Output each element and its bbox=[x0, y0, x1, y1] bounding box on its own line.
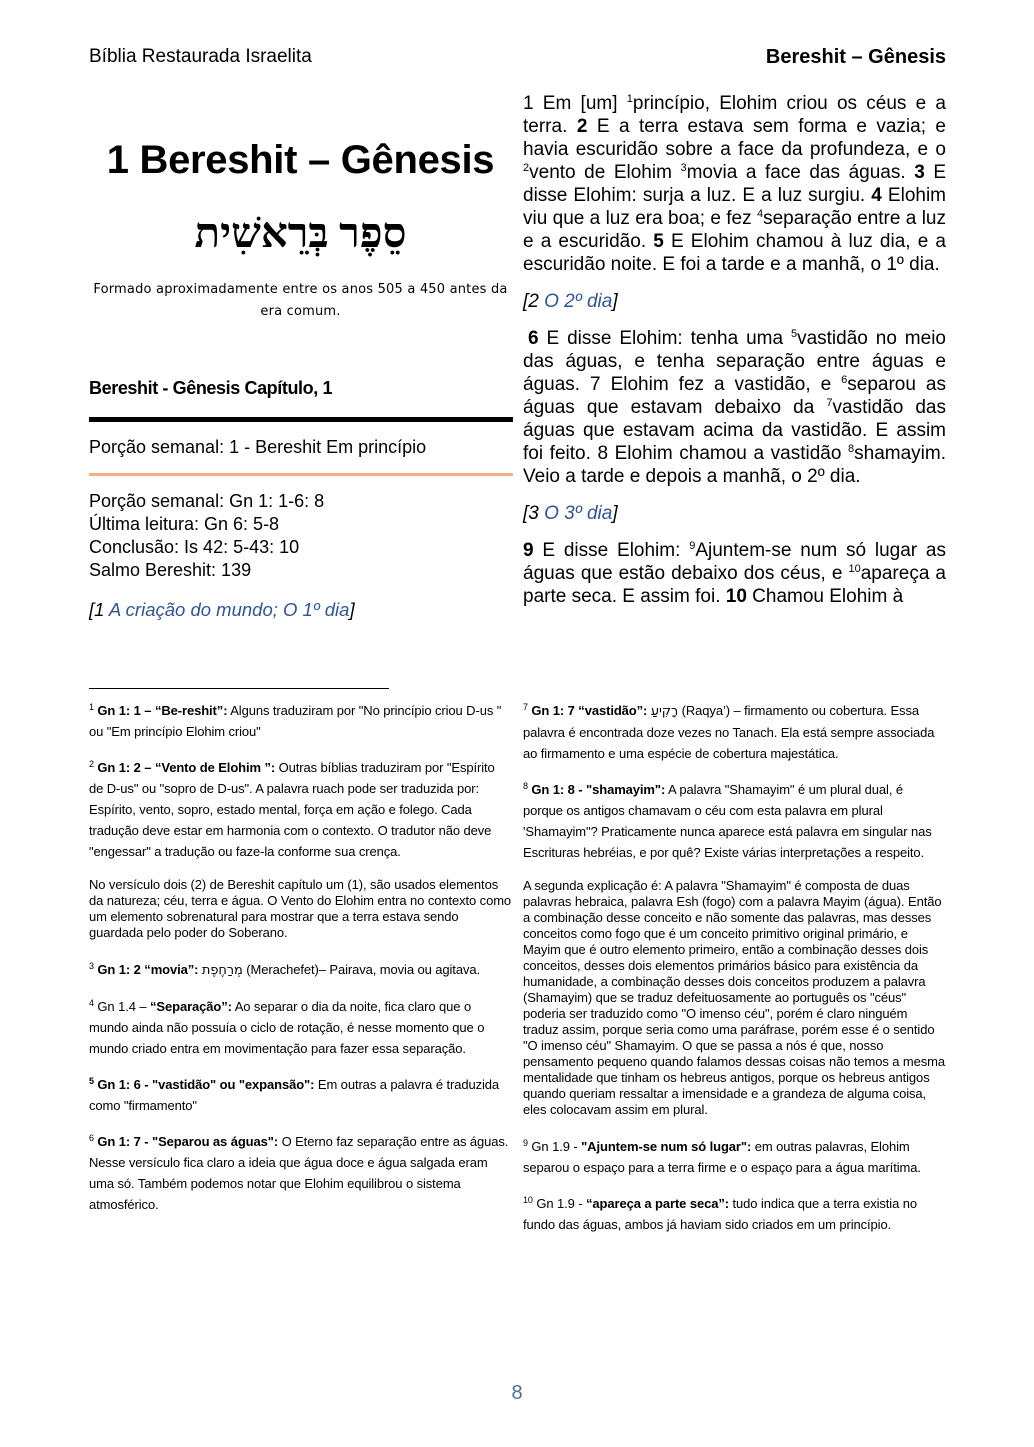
footnote-2-continuation: No versículo dois (2) de Bereshit capítulo um (1), são usados elementos da natureza; céu, terra e água. O Vento do Elohim entra no contexto como um elemento sobrenatural para mostrar que a terra estava sendo guardada pelo poder do Soberano. bbox=[89, 877, 512, 940]
verse-text: movia a face das águas. bbox=[686, 162, 915, 183]
footnote-6 bbox=[89, 1131, 512, 1215]
footnote-4 bbox=[89, 996, 512, 1059]
footnote-ref: 4 bbox=[756, 208, 764, 220]
readings-list bbox=[89, 490, 324, 582]
verse-paragraph-2 bbox=[523, 327, 946, 488]
section-open: [2 bbox=[523, 291, 545, 312]
footnote-text: tudo indica que a terra existia no fundo das águas, ambos já haviam sido criados em um princípio. bbox=[523, 1196, 917, 1232]
portion-divider bbox=[89, 473, 513, 476]
footnote-1 bbox=[89, 700, 512, 742]
footnote-label: Gn 1: 2 “movia”: bbox=[97, 962, 199, 977]
footnote-ref: 3 bbox=[680, 162, 687, 174]
footnote-text: (Merachefet)– Pairava, movia ou agitava. bbox=[242, 962, 480, 977]
page-number: 8 bbox=[511, 1382, 523, 1404]
footnote-5 bbox=[89, 1074, 512, 1116]
chapter-divider bbox=[89, 417, 513, 422]
footnote-ref: 7 bbox=[826, 397, 833, 409]
verse-text: Elohim viu que a luz era boa; e fez bbox=[523, 185, 946, 229]
footnote-text: O Eterno faz separação entre as águas. Nesse versículo fica claro a ideia que água doce e água salgada eram uma só. Também podemos notar que Elohim equilibrou o sistema atmosférico. bbox=[89, 1134, 509, 1212]
footnote-ref: 9 bbox=[689, 540, 696, 552]
verse-text: E Elohim chamou à luz dia, e a escuridão noite. E foi a tarde e a manhã, o 1º dia. bbox=[523, 231, 946, 275]
footnote-8-continuation: A segunda explicação é: A palavra "Shamayim" é composta de duas palavras hebraica, palavra Esh (fogo) com a palavra Mayim (água). Então a combinação desse conceito e não somente das palavras, mas desses conceitos como fogo que é um conceito primitivo original primário, e Mayim que é outro elemento primeiro, então a combinação desses dois conceitos, desses dois elementos primários básico para existência da humanidade, a combinação desses dois conceitos produzem a palavra (Shamayim) que se traduz defeituosamente ao português os "céus" poderia ser traduzido como "O imenso céu", porém é claro ninguém traduz assim, porque seria como uma paráfrase, porém esse é o sentido "O imenso céu" Shamayim. O que se passa a nós é que, nosso pensamento pequeno quando falamos dessas coisas não temos a mesma mentalidade que tinham os hebreus antigos, porque os hebreus antigos quando queriam ressaltar a imensidade e a grandeza de alguma coisa, eles colocavam assim em plural. bbox=[523, 878, 946, 1117]
verse-text: separou as águas que estavam debaixo da bbox=[523, 374, 946, 418]
verse-number: 4 bbox=[871, 185, 882, 206]
reading-last: Última leitura: Gn 6: 5-8 bbox=[89, 514, 280, 534]
verse-text: E a terra estava sem forma e vazia; e havia escuridão sobre a face da profundeza, e o bbox=[523, 116, 947, 160]
footnote-text: Ao separar o dia da noite, fica claro que o mundo ainda não possuía o ciclo de rotação, é nesse momento que o mundo criado entra em movimentação para fazer essa separação. bbox=[89, 999, 485, 1056]
section-title: O 2º dia bbox=[544, 291, 613, 312]
book-title: 1 Bereshit – Gênesis bbox=[106, 138, 495, 182]
footnote-10 bbox=[523, 1193, 946, 1235]
footnote-text: A palavra "Shamayim" é um plural dual, é porque os antigos chamavam o céu com esta palavra em plural 'Shamayim"? Praticamente nunca aparece está palavra em singular nas Escrituras hebréias, e por quê? Existe várias interpretações a respeito. bbox=[523, 782, 932, 860]
footnote-number: 10 bbox=[523, 1195, 533, 1205]
footnote-text: Outras bíblias traduziram por "Espírito de D-us" ou "sopro de D-us". A palavra ruach pode ser traduzida por: Espírito, vento, sopro, estado mental, força em ação e folego. Cada tradução deve estar em harmonia com o contexto. O tradutor não deve "engessar" a tradução ou faze-la conforme sua crença. bbox=[89, 760, 495, 859]
reading-psalm: Salmo Bereshit: 139 bbox=[89, 560, 252, 580]
footnote-label: Gn 1: 8 - "shamayim": bbox=[531, 782, 666, 797]
footnote-number: 4 bbox=[89, 998, 94, 1008]
footnote-ref: 10 bbox=[848, 563, 861, 575]
section-close: ] bbox=[349, 599, 355, 620]
verse-text: E disse Elohim: bbox=[533, 540, 690, 561]
footnote-label: “apareça a parte seca”: bbox=[586, 1196, 729, 1211]
weekly-portion-title: Porção semanal: 1 - Bereshit Em princípio bbox=[89, 437, 427, 457]
footnote-ref: 6 bbox=[841, 374, 848, 386]
verse-text: shamayim. Veio a tarde e depois a manhã, o 2º dia. bbox=[523, 443, 946, 487]
reading-weekly-portion: Porção semanal: Gn 1: 1-6: 8 bbox=[89, 491, 325, 511]
reading-conclusion: Conclusão: Is 42: 5-43: 10 bbox=[89, 537, 300, 557]
verse-text: 1 Em [um] bbox=[523, 93, 627, 114]
verse-text: separação entre a luz e a escuridão. bbox=[523, 208, 946, 252]
footnote-number: 1 bbox=[89, 702, 94, 712]
section-open: [3 bbox=[523, 503, 545, 524]
footnote-label: Gn 1: 2 – “Vento de Elohim ”: bbox=[97, 760, 276, 775]
book-title-header: Bereshit – Gênesis bbox=[765, 46, 946, 68]
series-title: Bíblia Restaurada Israelita bbox=[89, 46, 312, 67]
verse-number: 2 bbox=[576, 116, 588, 137]
footnote-text: em outras palavras, Elohim separou o espaço para a terra firme e o espaço para a água marítima. bbox=[523, 1139, 921, 1175]
formation-note: Formado aproximadamente entre os anos 505 a 450 antes da era comum. bbox=[93, 282, 508, 319]
verse-text: vastidão no meio das águas, e tenha separação entre águas e águas. 7 Elohim fez a vastidão, e bbox=[523, 328, 946, 395]
footnote-ref: 2 bbox=[523, 162, 530, 174]
footnote-number: 7 bbox=[523, 702, 528, 712]
verse-number: 6 bbox=[528, 328, 539, 349]
footnote-hebrew-term: רָקִיעַ bbox=[650, 704, 679, 719]
chapter-label: Bereshit - Gênesis Capítulo, 1 bbox=[89, 378, 333, 398]
footnote-reference: Gn 1.4 – bbox=[97, 999, 151, 1014]
section-heading-1 bbox=[89, 598, 355, 622]
footnote-7 bbox=[523, 700, 946, 764]
footnote-number: 2 bbox=[89, 759, 94, 769]
footnote-label: "Ajuntem-se num só lugar": bbox=[581, 1139, 752, 1154]
verse-text: E disse Elohim: surja a luz. E a luz surgiu. bbox=[523, 162, 946, 206]
footnote-9 bbox=[523, 1136, 946, 1178]
verse-text: vastidão das águas que estavam acima da vastidão. E assim foi feito. 8 Elohim chamou a vastidão bbox=[523, 397, 947, 464]
footnote-label: “Separação”: bbox=[150, 999, 232, 1014]
footnote-label: Gn 1: 1 – “Be-reshit”: bbox=[97, 703, 228, 718]
verse-number: 9 bbox=[523, 540, 534, 561]
footnote-number: 3 bbox=[89, 961, 94, 971]
footnote-number: 6 bbox=[89, 1133, 94, 1143]
footnote-8 bbox=[523, 779, 946, 863]
section-title: O 3º dia bbox=[544, 503, 613, 524]
verse-text: vento de Elohim bbox=[529, 162, 681, 183]
verse-text: princípio, Elohim criou os céus e a terra. bbox=[523, 93, 946, 137]
section-heading-3 bbox=[523, 502, 946, 525]
footnote-ref: 5 bbox=[790, 328, 798, 340]
footnote-text: Em outras a palavra é traduzida como "firmamento" bbox=[89, 1077, 500, 1113]
section-title: A criação do mundo; O 1º dia bbox=[108, 599, 350, 620]
footnote-hebrew-term: מְרַחֶפֶת bbox=[201, 963, 243, 978]
footnote-ref: 1 bbox=[626, 93, 633, 105]
verse-text: E disse Elohim: tenha uma bbox=[538, 328, 791, 349]
footnote-number: 9 bbox=[523, 1138, 528, 1148]
footnote-3 bbox=[89, 959, 512, 981]
footnote-separator bbox=[89, 688, 389, 689]
footnote-text: (Raqya’) – firmamento ou cobertura. Essa palavra é encontrada doze vezes no Tanach. Ela está sempre associada ao firmamento e uma espécie de cobertura majestática. bbox=[523, 703, 935, 761]
footnotes-right bbox=[523, 700, 946, 1250]
verse-number: 3 bbox=[914, 162, 925, 183]
scripture-text bbox=[523, 92, 946, 608]
footnote-number: 8 bbox=[523, 781, 528, 791]
hebrew-book-title: סֵפֶר בְּרֵאשִׁית bbox=[194, 211, 407, 257]
footnotes-left bbox=[89, 700, 512, 1230]
section-open: [1 bbox=[89, 599, 109, 620]
verse-text: Ajuntem-se num só lugar as águas que estão debaixo dos céus, e bbox=[523, 540, 946, 584]
footnote-number: 5 bbox=[89, 1076, 94, 1086]
section-heading-2 bbox=[523, 290, 946, 313]
verse-number: 10 bbox=[725, 586, 747, 607]
footnote-label: Gn 1: 7 “vastidão”: bbox=[531, 703, 648, 718]
section-close: ] bbox=[612, 291, 618, 312]
verse-number: 5 bbox=[653, 231, 664, 252]
verse-text: Chamou Elohim à bbox=[746, 586, 904, 607]
footnote-reference: Gn 1.9 - bbox=[536, 1196, 587, 1211]
section-close: ] bbox=[612, 503, 618, 524]
footnote-reference: Gn 1.9 - bbox=[531, 1139, 582, 1154]
verse-paragraph-3 bbox=[523, 539, 946, 608]
footnote-label: Gn 1: 7 - "Separou as águas": bbox=[97, 1134, 279, 1149]
verse-text: apareça a parte seca. E assim foi. bbox=[523, 563, 946, 607]
footnote-text: Alguns traduziram por "No princípio criou D-us " ou "Em princípio Elohim criou" bbox=[89, 703, 502, 739]
footnote-label: Gn 1: 6 - "vastidão" ou "expansão": bbox=[97, 1077, 315, 1092]
verse-paragraph-1 bbox=[523, 92, 946, 276]
footnote-ref: 8 bbox=[848, 443, 855, 455]
footnote-2 bbox=[89, 757, 512, 862]
